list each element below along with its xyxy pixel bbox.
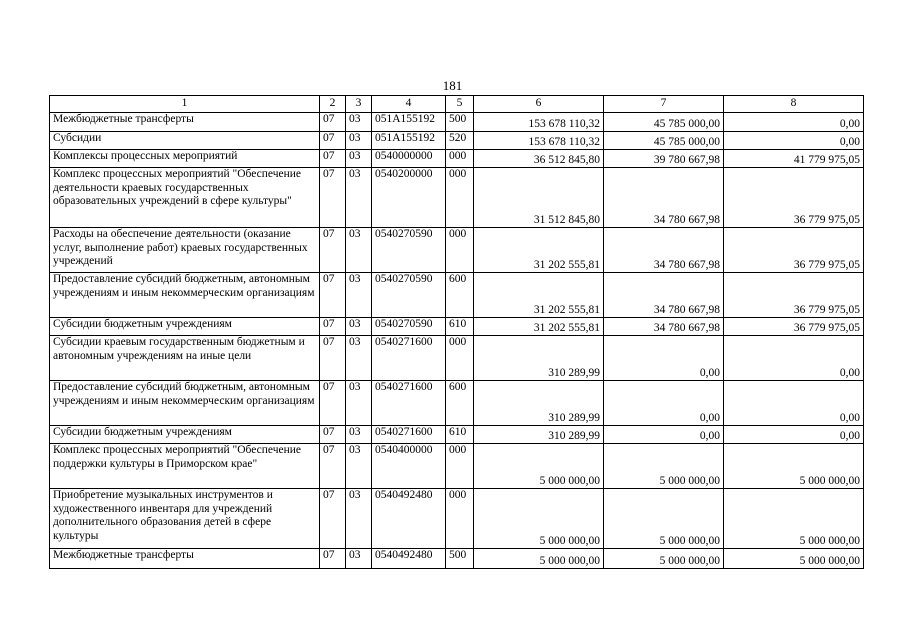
row-expense-type: 000	[446, 150, 474, 168]
row-section: 07	[320, 426, 346, 444]
row-expense-type: 600	[446, 381, 474, 426]
row-value-6: 31 202 555,81	[474, 273, 604, 318]
row-subsection: 03	[346, 113, 372, 132]
row-target-code: 0540271600	[372, 426, 446, 444]
header-cell: 3	[346, 96, 372, 113]
row-section: 07	[320, 318, 346, 336]
row-name: Расходы на обеспечение деятельности (оказание услуг, выполнение работ) краевых государственных учреждений	[50, 228, 320, 273]
row-subsection: 03	[346, 489, 372, 549]
row-expense-type: 000	[446, 336, 474, 381]
row-subsection: 03	[346, 228, 372, 273]
row-value-8: 5 000 000,00	[724, 444, 864, 489]
row-name: Комплекс процессных мероприятий "Обеспечение деятельности краевых государственных образовательных учреждений в сфере культуры"	[50, 168, 320, 228]
row-value-7: 34 780 667,98	[604, 168, 724, 228]
table-row	[50, 113, 864, 132]
row-subsection: 03	[346, 168, 372, 228]
header-cell: 5	[446, 96, 474, 113]
row-name: Приобретение музыкальных инструментов и художественного инвентаря для учреждений дополнительного образования детей в сфере культуры	[50, 489, 320, 549]
row-target-code: 0540270590	[372, 318, 446, 336]
row-section: 07	[320, 150, 346, 168]
row-target-code: 051A155192	[372, 132, 446, 150]
row-value-6: 153 678 110,32	[474, 132, 604, 150]
row-value-6: 31 512 845,80	[474, 168, 604, 228]
table-row	[50, 318, 864, 336]
row-target-code: 051A155192	[372, 113, 446, 132]
header-cell: 1	[50, 96, 320, 113]
row-value-6: 5 000 000,00	[474, 444, 604, 489]
row-value-7: 0,00	[604, 381, 724, 426]
row-value-7: 0,00	[604, 336, 724, 381]
table-row	[50, 273, 864, 318]
row-value-6: 310 289,99	[474, 381, 604, 426]
row-value-8: 5 000 000,00	[724, 549, 864, 569]
row-name: Комплекс процессных мероприятий "Обеспечение поддержки культуры в Приморском крае"	[50, 444, 320, 489]
header-cell: 2	[320, 96, 346, 113]
row-expense-type: 500	[446, 113, 474, 132]
row-target-code: 0540271600	[372, 336, 446, 381]
row-target-code: 0540492480	[372, 549, 446, 569]
row-subsection: 03	[346, 381, 372, 426]
row-subsection: 03	[346, 150, 372, 168]
header-row	[50, 96, 864, 113]
row-value-8: 36 779 975,05	[724, 168, 864, 228]
row-value-6: 153 678 110,32	[474, 113, 604, 132]
row-subsection: 03	[346, 273, 372, 318]
row-section: 07	[320, 489, 346, 549]
row-value-7: 34 780 667,98	[604, 273, 724, 318]
header-cell: 4	[372, 96, 446, 113]
row-subsection: 03	[346, 444, 372, 489]
row-value-6: 31 202 555,81	[474, 318, 604, 336]
row-target-code: 0540270590	[372, 273, 446, 318]
budget-table	[49, 95, 864, 569]
row-target-code: 0540271600	[372, 381, 446, 426]
row-expense-type: 610	[446, 318, 474, 336]
table-row	[50, 489, 864, 549]
table-row	[50, 336, 864, 381]
row-value-8: 36 779 975,05	[724, 318, 864, 336]
table-row	[50, 228, 864, 273]
row-subsection: 03	[346, 336, 372, 381]
row-section: 07	[320, 228, 346, 273]
row-section: 07	[320, 336, 346, 381]
row-value-7: 5 000 000,00	[604, 549, 724, 569]
row-section: 07	[320, 444, 346, 489]
row-name: Субсидии краевым государственным бюджетным и автономным учреждениям на иные цели	[50, 336, 320, 381]
row-name: Субсидии	[50, 132, 320, 150]
row-expense-type: 000	[446, 228, 474, 273]
row-value-8: 41 779 975,05	[724, 150, 864, 168]
row-value-6: 5 000 000,00	[474, 549, 604, 569]
row-name: Предоставление субсидий бюджетным, автономным учреждениям и иным некоммерческим организациям	[50, 381, 320, 426]
row-value-6: 31 202 555,81	[474, 228, 604, 273]
row-section: 07	[320, 549, 346, 569]
row-target-code: 0540400000	[372, 444, 446, 489]
row-value-7: 34 780 667,98	[604, 318, 724, 336]
row-name: Субсидии бюджетным учреждениям	[50, 426, 320, 444]
row-section: 07	[320, 132, 346, 150]
table-row	[50, 132, 864, 150]
row-target-code: 0540000000	[372, 150, 446, 168]
row-value-8: 0,00	[724, 426, 864, 444]
row-value-7: 5 000 000,00	[604, 444, 724, 489]
row-value-7: 39 780 667,98	[604, 150, 724, 168]
row-value-8: 0,00	[724, 132, 864, 150]
row-value-6: 5 000 000,00	[474, 489, 604, 549]
table-row	[50, 426, 864, 444]
table-row	[50, 381, 864, 426]
row-section: 07	[320, 168, 346, 228]
row-expense-type: 610	[446, 426, 474, 444]
row-value-8: 36 779 975,05	[724, 273, 864, 318]
row-expense-type: 000	[446, 489, 474, 549]
row-value-7: 34 780 667,98	[604, 228, 724, 273]
header-cell: 8	[724, 96, 864, 113]
row-expense-type: 600	[446, 273, 474, 318]
row-name: Межбюджетные трансферты	[50, 113, 320, 132]
row-value-6: 36 512 845,80	[474, 150, 604, 168]
row-name: Межбюджетные трансферты	[50, 549, 320, 569]
row-expense-type: 000	[446, 444, 474, 489]
row-value-7: 0,00	[604, 426, 724, 444]
row-value-8: 0,00	[724, 336, 864, 381]
row-value-6: 310 289,99	[474, 336, 604, 381]
row-value-7: 45 785 000,00	[604, 132, 724, 150]
row-section: 07	[320, 273, 346, 318]
row-subsection: 03	[346, 132, 372, 150]
row-value-8: 5 000 000,00	[724, 489, 864, 549]
row-section: 07	[320, 381, 346, 426]
row-subsection: 03	[346, 549, 372, 569]
row-expense-type: 520	[446, 132, 474, 150]
table-row	[50, 444, 864, 489]
row-subsection: 03	[346, 318, 372, 336]
row-name: Субсидии бюджетным учреждениям	[50, 318, 320, 336]
table-row	[50, 549, 864, 569]
row-subsection: 03	[346, 426, 372, 444]
row-value-8: 0,00	[724, 113, 864, 132]
row-name: Предоставление субсидий бюджетным, автономным учреждениям и иным некоммерческим организациям	[50, 273, 320, 318]
row-value-6: 310 289,99	[474, 426, 604, 444]
row-target-code: 0540492480	[372, 489, 446, 549]
row-target-code: 0540270590	[372, 228, 446, 273]
table-row	[50, 168, 864, 228]
header-cell: 6	[474, 96, 604, 113]
row-value-8: 36 779 975,05	[724, 228, 864, 273]
table-row	[50, 150, 864, 168]
row-section: 07	[320, 113, 346, 132]
row-target-code: 0540200000	[372, 168, 446, 228]
row-value-7: 5 000 000,00	[604, 489, 724, 549]
row-value-7: 45 785 000,00	[604, 113, 724, 132]
row-value-8: 0,00	[724, 381, 864, 426]
header-cell: 7	[604, 96, 724, 113]
row-expense-type: 000	[446, 168, 474, 228]
row-name: Комплексы процессных мероприятий	[50, 150, 320, 168]
page-number: 181	[442, 78, 463, 93]
row-expense-type: 500	[446, 549, 474, 569]
